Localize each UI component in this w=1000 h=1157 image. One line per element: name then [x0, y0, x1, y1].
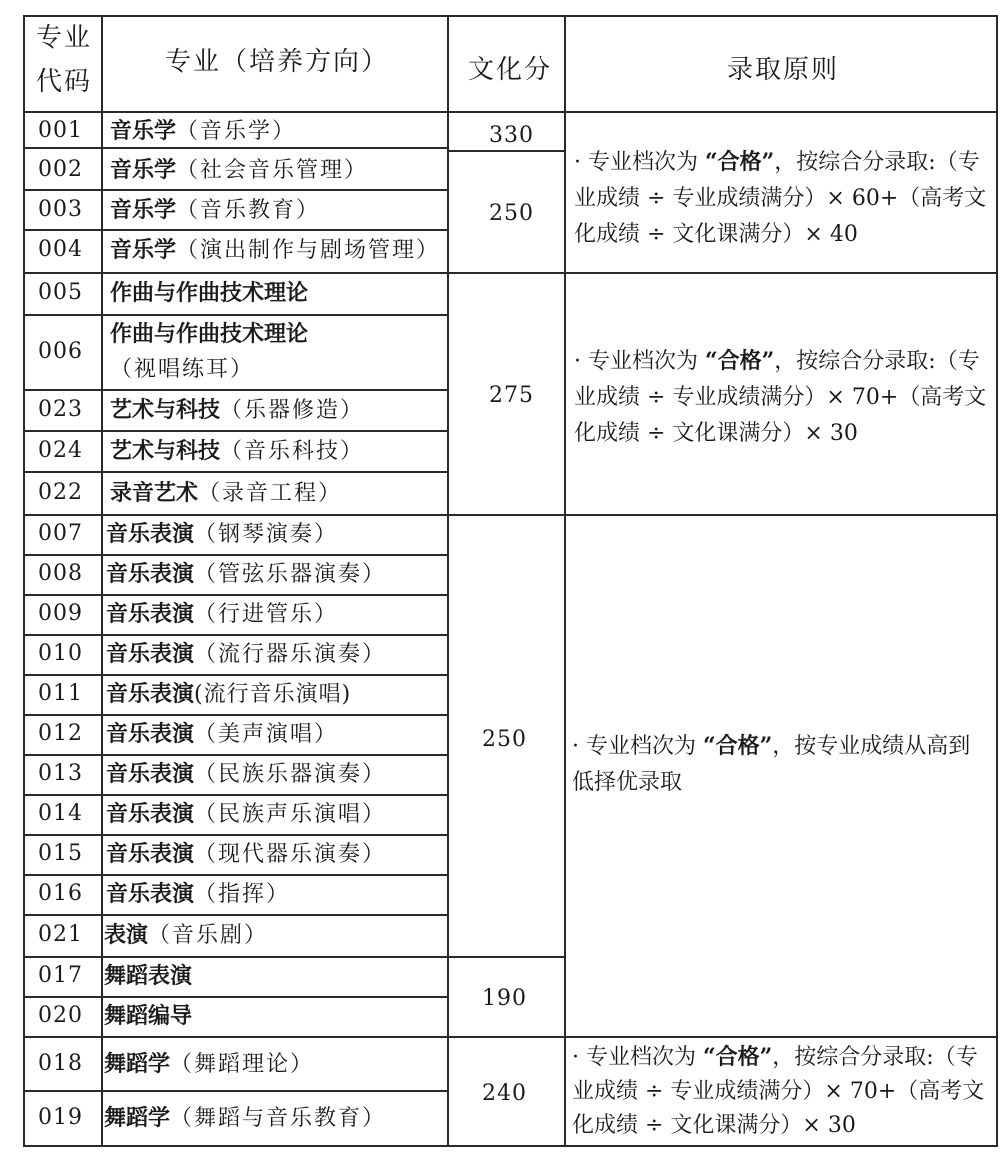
row-code: 011	[38, 681, 83, 706]
row-code: 013	[38, 761, 83, 786]
table-border-left	[23, 15, 25, 1147]
major-direction: （录音工程）	[198, 481, 343, 506]
row-divider	[23, 147, 449, 149]
major-name: 音乐学	[110, 157, 177, 183]
major-name: 音乐表演	[106, 561, 195, 587]
row-divider	[23, 229, 449, 231]
row-divider	[23, 634, 449, 636]
row-code: 008	[38, 561, 83, 586]
row-major	[110, 198, 320, 223]
row-major	[106, 642, 386, 667]
row-major	[106, 562, 386, 587]
row-major	[106, 682, 351, 707]
row-major	[106, 762, 386, 787]
row-major	[104, 923, 268, 948]
major-name: 音乐表演	[106, 521, 195, 547]
row-divider	[23, 430, 449, 432]
row-major	[104, 1004, 192, 1029]
major-name: 音乐表演	[106, 721, 195, 747]
row-code: 016	[38, 881, 83, 906]
major-direction: (流行音乐演唱)	[194, 682, 352, 707]
row-major	[104, 1106, 386, 1131]
row-code: 023	[38, 397, 83, 422]
major-direction: （钢琴演奏）	[194, 522, 339, 547]
row-major	[110, 398, 364, 423]
major-name: 艺术与科技	[110, 397, 221, 423]
row-code: 018	[38, 1051, 83, 1076]
major-direction: （音乐科技）	[220, 439, 365, 464]
rule-body: ，按综合分录取:（专业成绩 ÷ 专业成绩满分）× 70+（高考文化成绩 ÷ 文化课满分）× 30	[574, 349, 987, 446]
rule-prefix: · 专业档次为	[574, 349, 705, 374]
row-divider	[23, 471, 449, 473]
major-direction: （现代器乐演奏）	[194, 842, 387, 867]
header-rule: 录取原则	[727, 55, 840, 85]
rule-body: ，按专业成绩从高到低择优录取	[572, 734, 971, 795]
row-code: 022	[38, 480, 83, 505]
major-name: 舞蹈编导	[104, 1003, 193, 1029]
rule-text	[574, 144, 992, 253]
row-divider	[23, 594, 449, 596]
column-divider-code	[101, 15, 103, 1147]
major-direction: （流行器乐演奏）	[194, 642, 387, 667]
row-major	[110, 281, 308, 306]
row-major-direction-line2	[110, 358, 254, 382]
table-border-bottom	[23, 1145, 998, 1147]
row-code: 003	[38, 197, 83, 222]
row-divider	[23, 389, 449, 391]
rule-text	[572, 1040, 992, 1143]
major-name: 音乐表演	[106, 681, 195, 707]
major-name: 音乐表演	[106, 601, 195, 627]
major-direction: （视唱练耳）	[110, 357, 255, 382]
table-border-right	[996, 15, 998, 1147]
score-divider	[447, 150, 566, 152]
row-major	[110, 322, 308, 347]
rule-body: ，按综合分录取:（专业成绩 ÷ 专业成绩满分）× 70+（高考文化成绩 ÷ 文化课满分）× 30	[572, 1045, 985, 1138]
row-divider	[23, 1036, 998, 1038]
major-name: 表演	[104, 922, 149, 948]
score-value: 250	[489, 201, 534, 226]
major-name: 舞蹈表演	[104, 963, 193, 989]
row-major	[104, 1052, 314, 1077]
rule-bold: “合格”	[702, 1044, 773, 1070]
row-code: 007	[38, 521, 83, 546]
row-divider	[23, 1090, 449, 1092]
score-value: 330	[489, 123, 534, 148]
score-value: 240	[482, 1081, 527, 1106]
row-divider	[23, 272, 998, 274]
row-divider	[23, 956, 566, 958]
row-code: 006	[38, 339, 83, 364]
row-code: 024	[38, 438, 83, 463]
major-direction: （管弦乐器演奏）	[194, 562, 387, 587]
rule-prefix: · 专业档次为	[572, 1045, 703, 1070]
column-divider-major	[447, 15, 449, 1147]
major-name: 音乐学	[110, 197, 177, 223]
row-code: 010	[38, 641, 83, 666]
row-major	[106, 882, 290, 907]
row-code: 005	[38, 280, 83, 305]
major-name: 音乐表演	[106, 641, 195, 667]
rule-prefix: · 专业档次为	[572, 734, 703, 759]
row-major	[110, 439, 364, 464]
rule-text	[572, 728, 992, 801]
row-major	[106, 842, 386, 867]
row-code: 001	[38, 118, 83, 143]
major-name: 舞蹈学	[104, 1105, 171, 1131]
row-major	[106, 802, 386, 827]
row-code: 004	[38, 237, 83, 262]
row-code: 021	[38, 922, 83, 947]
major-name: 音乐表演	[106, 881, 195, 907]
major-direction: （演出制作与剧场管理）	[176, 238, 441, 263]
score-value: 250	[482, 727, 527, 752]
row-code: 015	[38, 841, 83, 866]
row-divider	[23, 514, 998, 516]
row-divider	[23, 674, 449, 676]
row-major	[110, 119, 296, 144]
header-code-line1: 专业	[36, 23, 93, 53]
rule-bold: “合格”	[702, 733, 773, 759]
major-name: 音乐表演	[106, 841, 195, 867]
row-code: 017	[38, 963, 83, 988]
major-name: 作曲与作曲技术理论	[110, 280, 309, 306]
major-direction: （音乐剧）	[148, 923, 269, 948]
major-name: 音乐表演	[106, 801, 195, 827]
header-score: 文化分	[468, 55, 553, 85]
major-name: 音乐学	[110, 118, 177, 144]
major-direction: （民族乐器演奏）	[194, 762, 387, 787]
major-direction: （舞蹈与音乐教育）	[170, 1106, 387, 1131]
row-code: 012	[38, 721, 83, 746]
major-direction: （民族声乐演唱）	[194, 802, 387, 827]
major-name: 录音艺术	[110, 480, 199, 506]
score-value: 275	[489, 383, 534, 408]
major-direction: （音乐教育）	[176, 198, 321, 223]
major-direction: （音乐学）	[176, 119, 297, 144]
row-code: 014	[38, 801, 83, 826]
row-divider	[23, 794, 449, 796]
major-direction: （指挥）	[194, 882, 291, 907]
table-border-top	[23, 15, 998, 17]
major-direction: （乐器修造）	[220, 398, 365, 423]
row-divider	[23, 314, 449, 316]
row-divider	[23, 554, 449, 556]
row-divider	[23, 914, 449, 916]
major-name: 舞蹈学	[104, 1051, 171, 1077]
row-code: 009	[38, 601, 83, 626]
row-major	[106, 602, 338, 627]
major-direction: （社会音乐管理）	[176, 158, 369, 183]
row-major	[110, 481, 342, 506]
row-code: 002	[38, 157, 83, 182]
row-code: 019	[38, 1105, 83, 1130]
major-name: 音乐学	[110, 237, 177, 263]
row-divider	[23, 996, 449, 998]
column-divider-score	[564, 15, 566, 1147]
rule-body: ，按综合分录取:（专业成绩 ÷ 专业成绩满分）× 60+（高考文化成绩 ÷ 文化课满分）× 40	[574, 150, 987, 247]
row-major	[110, 158, 368, 183]
row-code: 020	[38, 1003, 83, 1028]
major-name: 音乐表演	[106, 761, 195, 787]
row-divider	[23, 754, 449, 756]
row-major	[110, 238, 440, 263]
row-major	[106, 722, 338, 747]
score-value: 190	[482, 986, 527, 1011]
rule-bold: “合格”	[704, 348, 775, 374]
rule-bold: “合格”	[704, 149, 775, 175]
header-major: 专业（培养方向）	[165, 47, 390, 77]
rule-text	[574, 343, 992, 452]
row-divider	[23, 874, 449, 876]
rule-prefix: · 专业档次为	[574, 150, 705, 175]
row-major	[104, 964, 192, 989]
major-name: 作曲与作曲技术理论	[110, 321, 309, 347]
major-direction: （行进管乐）	[194, 602, 339, 627]
row-divider	[23, 714, 449, 716]
row-divider	[23, 189, 449, 191]
header-code-line2: 代码	[36, 67, 93, 97]
row-divider	[23, 834, 449, 836]
major-direction: （美声演唱）	[194, 722, 339, 747]
header-divider	[23, 111, 998, 113]
major-direction: （舞蹈理论）	[170, 1052, 315, 1077]
major-name: 艺术与科技	[110, 438, 221, 464]
row-major	[106, 522, 338, 547]
